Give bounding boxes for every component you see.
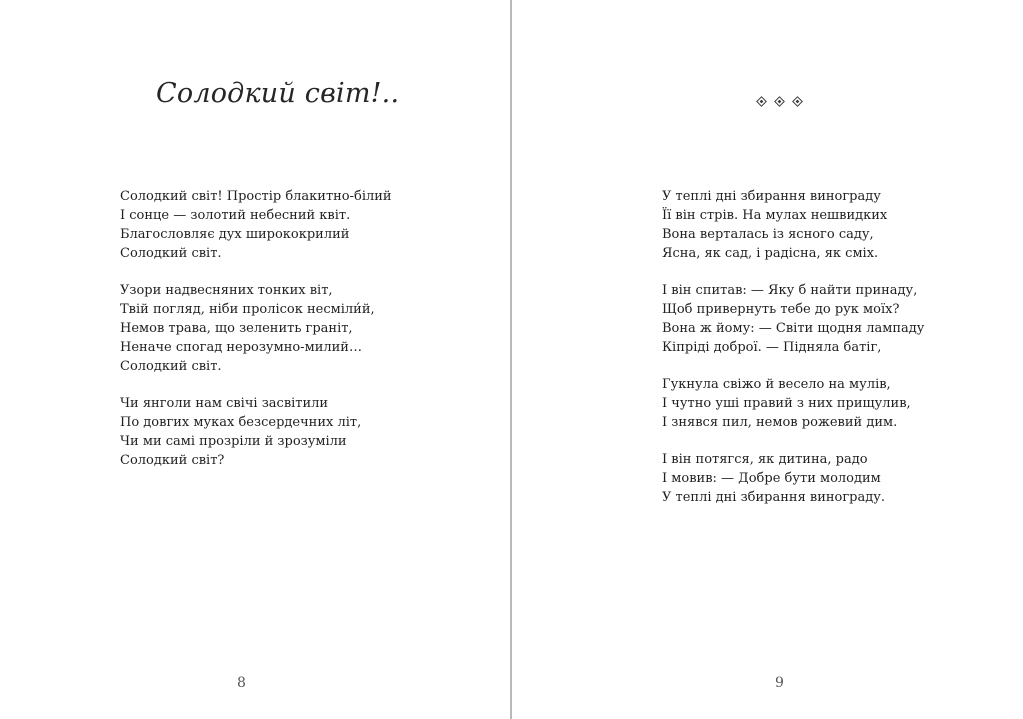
poem-line: Благословляє дух ширококрилий	[120, 227, 350, 242]
poem-line: Чи ми самі прозріли й зрозуміли	[120, 434, 347, 449]
poem-line: Вона верталась із ясного саду,	[662, 227, 874, 242]
poem-line: Її він стрів. На мулах нешвидких	[662, 208, 888, 223]
diamond-trio-icon	[756, 96, 803, 107]
poem-line: Солодкий світ?	[120, 453, 225, 468]
diamond-icon	[756, 96, 767, 107]
poem-line: Солодкий світ.	[120, 246, 222, 261]
poem-line: Кіпріді доброї. — Підняла батіг,	[662, 340, 882, 355]
left-page	[0, 0, 510, 719]
poem-title: Солодкий світ!..	[156, 78, 400, 109]
poem-line: Вона ж йому: — Світи щодня лампаду	[662, 321, 925, 336]
right-poem	[662, 187, 924, 525]
poem-line: Немов трава, що зеленить граніт,	[120, 321, 353, 336]
poem-line: Гукнула свіжо й весело на мулів,	[662, 377, 891, 392]
page-number-left: 8	[237, 675, 246, 691]
poem-line: Неначе спогад нерозумно-милий…	[120, 340, 362, 355]
poem-line: І сонце — золотий небесний квіт.	[120, 208, 351, 223]
poem-line: Ясна, як сад, і радісна, як сміх.	[662, 246, 879, 261]
poem-line: І знявся пил, немов рожевий дим.	[662, 415, 898, 430]
poem-line: Чи янголи нам свічі засвітили	[120, 396, 329, 411]
stanza	[120, 281, 392, 376]
stanza	[662, 187, 924, 263]
poem-line: І чутно уші правий з них прищулив,	[662, 396, 911, 411]
poem-line: Солодкий світ.	[120, 359, 222, 374]
diamond-icon	[774, 96, 785, 107]
poem-line: Твій погляд, ніби пролісок несміли́й,	[120, 302, 375, 317]
right-page	[512, 0, 1023, 719]
poem-line: І він спитав: — Яку б найти принаду,	[662, 283, 918, 298]
left-poem	[120, 187, 392, 488]
diamond-icon	[792, 96, 803, 107]
poem-line: У теплі дні збирання винограду.	[662, 490, 886, 505]
poem-line: І він потягся, як дитина, радо	[662, 452, 868, 467]
stanza	[120, 394, 392, 470]
poem-line: По довгих муках безсердечних літ,	[120, 415, 362, 430]
stanza	[662, 375, 924, 432]
poem-line: Узори надвесняних тонких віт,	[120, 283, 333, 298]
stanza	[662, 450, 924, 507]
page-number-right: 9	[775, 675, 784, 691]
poem-line: Щоб привернуть тебе до рук моїх?	[662, 302, 900, 317]
stanza	[120, 187, 392, 263]
stanza	[662, 281, 924, 357]
poem-line: Солодкий світ! Простір блакитно-білий	[120, 189, 392, 204]
poem-line: У теплі дні збирання винограду	[662, 189, 881, 204]
poem-line: І мовив: — Добре бути молодим	[662, 471, 881, 486]
